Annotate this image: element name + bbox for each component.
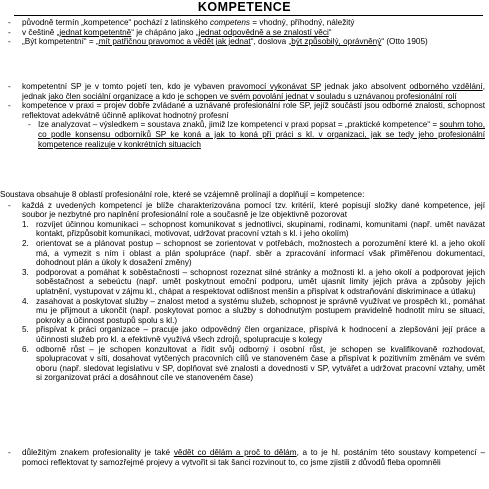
list-number: 3. [22,267,29,277]
list-item [0,37,489,47]
list-item [0,82,489,101]
section-origin [0,18,489,47]
bullet-dash: - [8,448,11,457]
list-item [0,297,489,326]
bullet-dash: - [8,37,11,47]
list-item-text: původně termín „kompetence“ pochází z latinského competens = vhodný, příhodný, náležitý [22,18,355,27]
bullet-dash: - [28,120,31,130]
list-item [0,28,489,38]
list-item [0,18,489,28]
title-underline [14,15,483,16]
bullet-dash: - [8,200,11,210]
list-item-text: kompetentní SP je v tomto pojetí ten, kdo je vybaven pravomocí vykonávat SP jednak jako absolvent odborného vzdělání, jednak jako člen sociální organizace a kdo je schopen ve svém povolání jednat v souladu s uznávanou profesionální rolí [22,82,485,101]
list-item-text: kompetence v praxi = projev dobře zvládané a uznávané profesionální role SP, jejíž součástí jsou odborné znalosti, schopnost reflektovat adekvátně účinně aplikovat hodnotný profesní [22,101,485,120]
list-item-text: Ize analyzovat – výsledkem = soustava znaků, jimiž lze kompetenci v praxi popsat = „praktické kompetence“ = souhrn toho, co podle konsensu odborníků SP ke koná a jak to koná při práci s kl. v organizaci, jak se tedy jeho profesionální kompetence realizuje v konkrétních situacích [38,120,485,149]
list-item [0,201,489,220]
list-item [0,101,489,120]
list-number: 2. [22,238,29,248]
bullet-dash: - [8,18,11,27]
list-item-text: podporovat a pomáhat k soběstačnosti – schopnost rozeznat silné stránky a možnosti kl. a jeho okolí a podporovat jejich soběstačnost a sebeúctu (např. umět poskytnout emoční podporu, umět ujasnit limity jejich práva a způsoby jejich uplatnění, vystupovat v zájmu kl., chápat a respektovat odlišnost menšin a přispívat k odstraňování diskriminace a útlaku) [36,267,485,296]
bullet-dash: - [8,101,11,111]
list-number: 1. [22,219,29,229]
list-item-text: přispívat k práci organizace – pracuje jako odpovědný člen organizace, přispívá k hodnocení a zlepšování její práce a účinnosti služeb pro kl. a efektivně využívá všech zdrojů, spolupracuje s kolegy [36,325,485,344]
list-item [0,120,489,149]
intro-paragraph: Soustava obsahuje 8 oblastí profesionální role, které se vzájemně prolínají a doplňují = kompetence: [0,190,365,199]
list-item-text: v češtině „jednat kompetentně“ je chápáno jako „jednat odpovědně a se znalostí věci“ [22,27,332,37]
list-item [0,220,489,239]
list-item [0,325,489,344]
list-item [0,239,489,268]
list-item [0,448,489,467]
list-item-text: „Být kompetentní“ = „mít patřičnou pravomoc a vědět jak jednat“, doslova „být způsobilý, oprávněný“ (Otto 1905) [22,37,428,47]
list-item-text: orientovat se a plánovat postup – schopnost se zorientovat v potřebách, možnostech a porozumění které kl. a jeho okolí má, a vymezit s ním i oblast a plán spolupráce (např. sběr a zpracování informací však přiměřenou dokumentaci, dohodnout plán a úkoly k dosažení změny) [36,238,485,268]
list-number: 5. [22,325,29,335]
list-item-text: rozvíjet účinnou komunikaci – schopnost komunikovat s jednotlivci, skupinami, rodinami, komunitami (např. umět navázat kontakt, přizpůsobit komunikaci, motivovat, udržovat pracovní vztah s kl. i jeho okolím) [36,219,485,239]
list-item [0,268,489,297]
list-item [0,345,489,383]
list-number: 6. [22,344,29,354]
list-item-text: zasahovat a poskytovat služby – znalost metod a systému služeb, schopnost je správně využívat ve prospěch kl., pomáhat mu je přijmout a ukončit (např. poskytovat pomoc a služby s dohodnutým postupem pravidelně hodnotit míru se situaci, pokroky a účinnost postupů spolu s kl.) [36,296,485,325]
bullet-dash: - [8,27,11,37]
page-title: KOMPETENCE [197,0,292,14]
list-item-text: důležitým znakem profesionality je také vědět co dělám a proč to dělám, a to je hl. postáním této soustavy kompetencí – pomoci reflektovat ty samozřejmé projevy a vytvořit si tak šanci rozvinout to, co jsme zjistili z důvodů fleba opomněli [22,448,486,467]
section-eight-areas [0,190,489,383]
section-competent-sp [0,82,489,149]
section-professionalism [0,448,489,467]
list-item-text: odborně růst – je schopen konzultovat a řídit svůj odborný i osobní růst, je schopen se kvalifikovaně rozhodovat, spolupracovat v síti, dosahovat vytčených pracovních cílů ve stanoveném čase a přispívat k pozitivním změnám ve svém oboru (např. sledovat legislativu v SP, doplňovat své znalosti a dovednosti v SP, vytvářet a udržovat pracovní vztahy, umět si zorganizovat práci a dosáhnout cíle ve stanoveném čase) [36,344,485,383]
list-item-text: každá z uvedených kompetencí je blíže charakterizována pomocí tzv. kritérií, které popisují složky dané kompetence, její soubor je nezbytné pro naplnění profesionální role a současně je lze objektivně pozorovat [22,200,485,220]
list-number: 4. [22,296,29,306]
bullet-dash: - [8,82,11,91]
